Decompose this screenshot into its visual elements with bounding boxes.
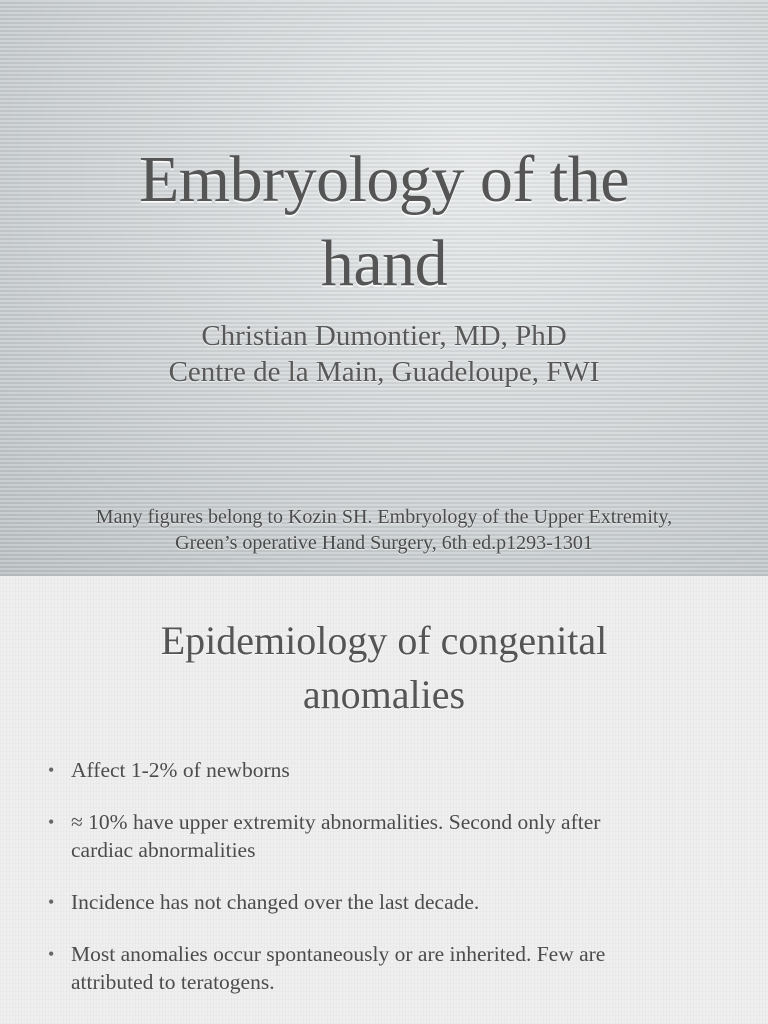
bullet-icon: • [48,760,55,780]
bullet-text: ≈ 10% have upper extremity abnormalities. Second only after [71,810,601,834]
slide-heading [40,614,728,722]
author-block [40,318,728,390]
bullet-text-continued: cardiac abnormalities [71,838,256,862]
slide-heading-line-1: Epidemiology of congenital [160,618,608,663]
bullet-item [48,940,708,996]
bullet-icon: • [48,892,55,912]
bullet-item [48,808,708,864]
bullet-item [48,756,708,784]
source-note-line-1: Many figures belong to Kozin SH. Embryology of the Upper Extremity, [95,506,673,528]
slide-heading-line-2: anomalies [302,672,466,717]
bullet-text: Incidence has not changed over the last decade. [71,890,480,914]
bullet-text: Most anomalies occur spontaneously or are inherited. Few are [71,942,606,966]
bullet-text: Affect 1-2% of newborns [71,758,290,782]
source-note [20,504,748,556]
bullet-text-continued: attributed to teratogens. [71,970,275,994]
slide-title-line-2: hand [320,227,448,300]
bullet-item [48,888,708,916]
slide-title [40,138,728,306]
epidemiology-slide [0,576,768,1024]
bullet-icon: • [48,812,55,832]
author-affiliation: Centre de la Main, Guadeloupe, FWI [168,356,600,388]
bullet-list [48,756,708,1020]
author-name: Christian Dumontier, MD, PhD [201,320,567,352]
source-note-line-2: Green’s operative Hand Surgery, 6th ed.p1293-1301 [175,532,593,554]
bullet-icon: • [48,944,55,964]
slide-title-line-1: Embryology of the [138,143,630,216]
